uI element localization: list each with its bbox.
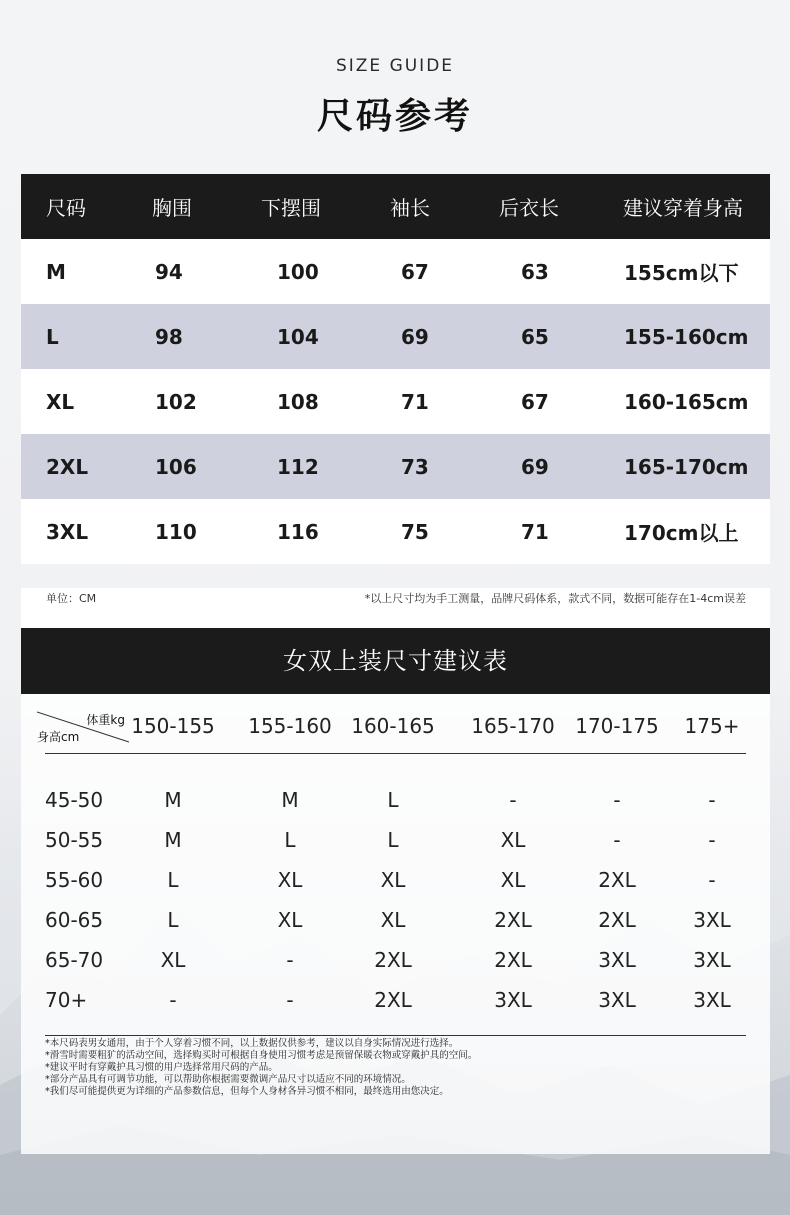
table-cell: 108 bbox=[277, 389, 319, 414]
table-row bbox=[21, 304, 770, 369]
height-range: 70+ bbox=[45, 988, 88, 1012]
disclaimer-line: *我们尽可能提供更为详细的产品参数信息，但每个人身材各异习惯不相同，最终选用由您决定。 bbox=[45, 1086, 449, 1097]
unit-note: 单位：CM bbox=[46, 592, 97, 605]
table-row: 55-60 L XL XL XL 2XL - bbox=[45, 868, 716, 892]
column-header: 胸围 bbox=[152, 196, 192, 220]
table-row bbox=[21, 369, 770, 434]
table-cell: 104 bbox=[277, 324, 319, 349]
table-cell: 73 bbox=[401, 454, 429, 479]
table-cell: 98 bbox=[155, 324, 183, 349]
table-cell: 165-170cm bbox=[624, 454, 749, 479]
column-header: 下摆围 bbox=[261, 196, 321, 220]
table-bottom-divider bbox=[45, 1035, 746, 1036]
size-table-notes bbox=[21, 588, 770, 628]
table-cell: 67 bbox=[401, 259, 429, 284]
table-cell: 170cm以上 bbox=[624, 521, 739, 545]
height-range: 45-50 bbox=[45, 788, 104, 812]
disclaimer-line: *滑雪时需要粗犷的活动空间，选择购买时可根据自身使用习惯考虑是预留保暖衣物或穿戴护具的空间。 bbox=[45, 1050, 478, 1061]
table-cell: 63 bbox=[521, 259, 549, 284]
table-cell: 100 bbox=[277, 259, 319, 284]
header-divider bbox=[45, 753, 746, 754]
table-row: 60-65 L XL XL 2XL 2XL 3XL bbox=[45, 908, 731, 932]
table-cell: 116 bbox=[277, 519, 319, 544]
table-cell: L bbox=[46, 324, 59, 349]
recommend-table-title: 女双上装尺寸建议表 bbox=[21, 628, 770, 694]
table-cell: 102 bbox=[155, 389, 197, 414]
table-cell: 112 bbox=[277, 454, 319, 479]
table-cell: 94 bbox=[155, 259, 183, 284]
corner-header bbox=[37, 704, 129, 744]
measurement-note: *以上尺寸均为手工测量，品牌尺码体系，款式不同，数据可能存在1-4cm误差 bbox=[364, 592, 746, 605]
page-subtitle: SIZE GUIDE bbox=[335, 56, 455, 76]
table-cell: 2XL bbox=[46, 454, 89, 479]
table-row bbox=[21, 239, 770, 304]
table-cell: 71 bbox=[521, 519, 549, 544]
table-cell: 75 bbox=[401, 519, 429, 544]
height-range: 55-60 bbox=[45, 868, 104, 892]
table-cell: 106 bbox=[155, 454, 197, 479]
height-range: 60-65 bbox=[45, 908, 104, 932]
weight-axis-label: 体重kg bbox=[86, 713, 125, 727]
disclaimer-line: *本尺码表男女通用，由于个人穿着习惯不同，以上数据仅供参考，建议以自身实际情况进行选择。 bbox=[45, 1038, 459, 1049]
table-row: 50-55 M L L XL - - bbox=[45, 828, 716, 852]
table-row: 70+ - - 2XL 3XL 3XL 3XL bbox=[45, 988, 731, 1012]
table-cell: XL bbox=[46, 389, 75, 414]
table-row bbox=[21, 499, 770, 564]
disclaimer-line: *部分产品具有可调节功能，可以帮助你根据需要微调产品尺寸以适应不同的环境情况。 bbox=[45, 1074, 411, 1085]
disclaimer-notes bbox=[45, 1038, 477, 1098]
table-row bbox=[21, 434, 770, 499]
column-header: 建议穿着身高 bbox=[623, 196, 743, 220]
recommend-table: 体重kg 身高cm 150-155 155-160 160-165 165-170 170-175 175+ 45-50 M M L - - - 50-55 M L L XL - - 55-60 L XL XL XL 2XL - 60-65 L XL XL 2XL 2XL 3XL 65-70 XL - 2XL 2XL 3XL 3XL 70+ - - 2XL 3XL 3XL 3XL *本尺码表男女通用，由于个人穿着习惯不同，以上数据仅供参考，建议以自身实际情况进行选择。 *滑雪时需要粗犷的活动空间，选择购买时可根据自身使用习惯考虑是预留保暖衣物或穿戴护具的空间。 *建议平时有穿戴护具习惯的用户选择常用尺码的产品。 *部分产品具有可调节功能，可以帮助你根据需要微调产品尺寸以适应不同的环境情况。 *我们尽可能提供更为详细的产品参数信息，但每个人身材各异习惯不相同，最终选用由您决定。 bbox=[21, 694, 770, 1154]
table-cell: 69 bbox=[401, 324, 429, 349]
table-row: 45-50 M M L - - - bbox=[45, 788, 716, 812]
table-cell: 155-160cm bbox=[624, 324, 749, 349]
column-header: 后衣长 bbox=[499, 196, 559, 220]
column-header: 尺码 bbox=[46, 196, 86, 220]
table-cell: 65 bbox=[521, 324, 549, 349]
disclaimer-line: *建议平时有穿戴护具习惯的用户选择常用尺码的产品。 bbox=[45, 1062, 278, 1073]
table-cell: 110 bbox=[155, 519, 197, 544]
table-cell: 3XL bbox=[46, 519, 89, 544]
table-cell: 160-165cm bbox=[624, 389, 749, 414]
page-title: 尺码参考 bbox=[316, 96, 473, 137]
size-table-header bbox=[21, 174, 770, 239]
table-cell: 155cm以下 bbox=[624, 261, 739, 285]
table-cell: 69 bbox=[521, 454, 549, 479]
column-header: 袖长 bbox=[390, 196, 430, 220]
height-range: 50-55 bbox=[45, 828, 104, 852]
table-cell: 67 bbox=[521, 389, 549, 414]
table-row: 65-70 XL - 2XL 2XL 3XL 3XL bbox=[45, 948, 731, 972]
height-range: 65-70 bbox=[45, 948, 104, 972]
table-cell: 71 bbox=[401, 389, 429, 414]
height-axis-label: 身高cm bbox=[37, 730, 80, 744]
table-cell: M bbox=[46, 259, 66, 284]
size-table bbox=[21, 174, 770, 564]
